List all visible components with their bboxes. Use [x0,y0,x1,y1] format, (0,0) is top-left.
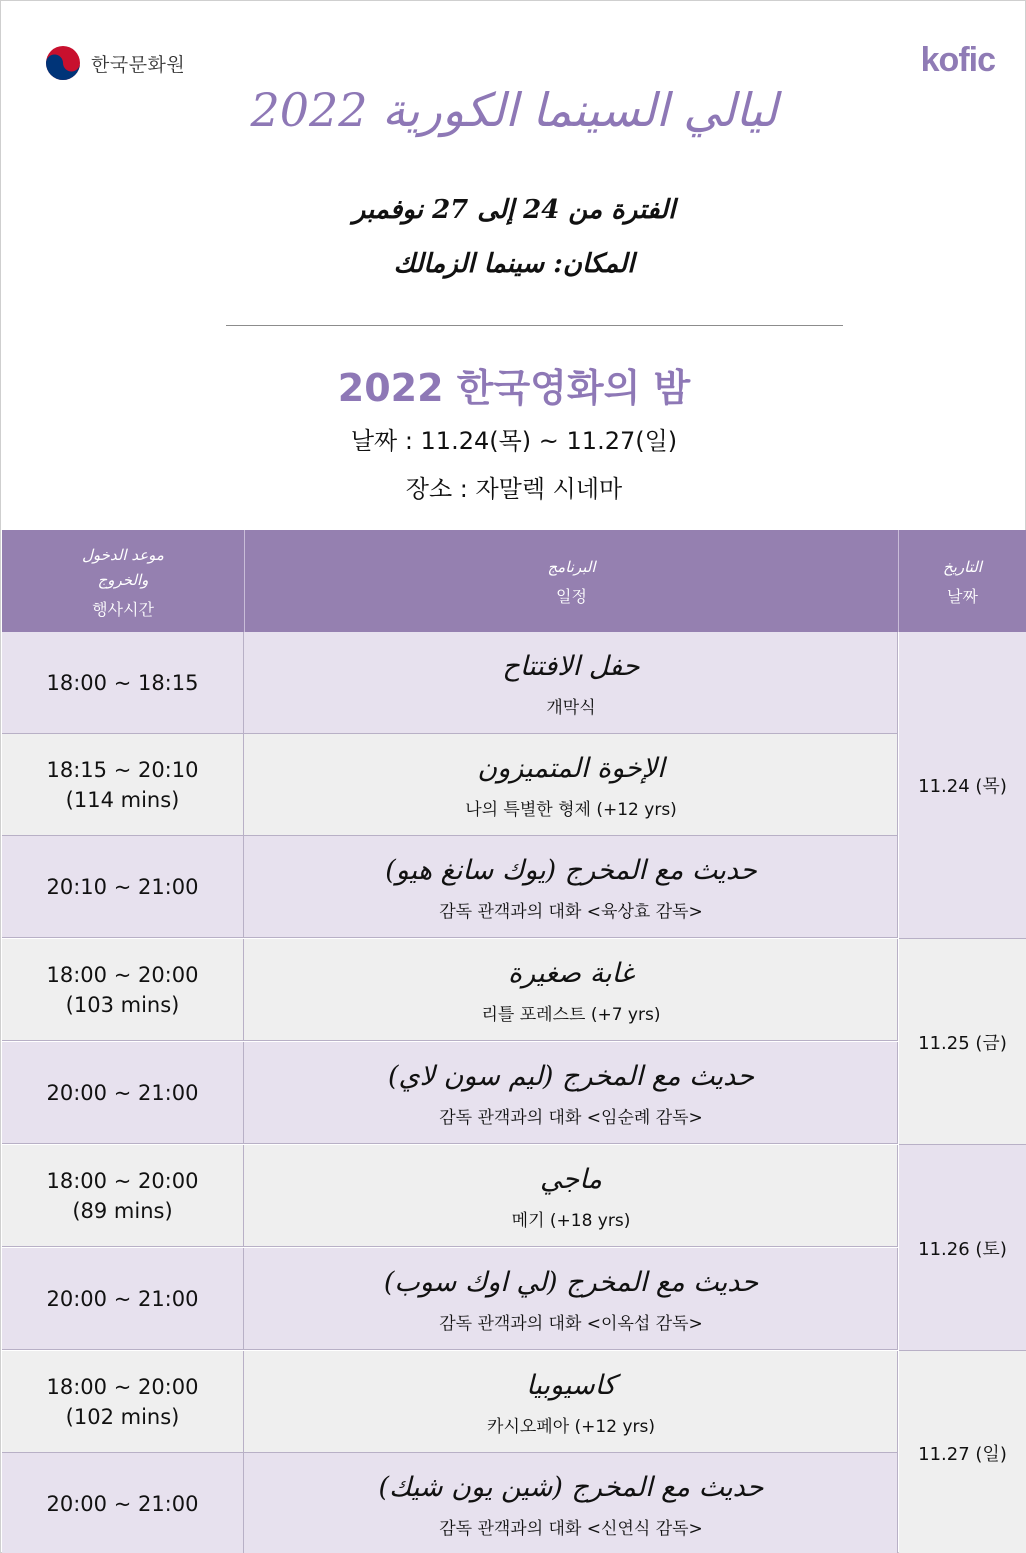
table-row [2,632,898,734]
table-row [2,734,898,836]
kofic-logo: kofic [920,41,995,79]
table-row [2,1248,898,1350]
korean-title: 2022 한국영화의 밤 [337,366,691,410]
header-date-ar: التاريخ [943,558,982,576]
table-row [2,939,898,1041]
program-cell [245,1145,898,1246]
program-title-ar: حديث مع المخرج (شين يون شيك) [378,1472,764,1503]
program-title-ko: 나의 특별한 형제 (+12 yrs) [465,800,677,820]
header-time-ko: 행사시간 [92,599,154,619]
korean-cultural-center-logo [45,45,185,81]
duration: (103 mins) [65,992,180,1017]
arabic-venue: المكان: سينما الزمالك [393,249,635,279]
date-cell: 11.27 (일) [899,1351,1026,1553]
header-date [899,530,1026,632]
program-title-ko: 메기 (+18 yrs) [511,1211,631,1231]
logo-left-text: 한국문화원 [91,53,186,76]
program-cell [245,1453,898,1553]
header-program-ar: البرنامج [547,558,596,576]
time-cell [2,836,244,937]
program-title-ko: 개막식 [546,698,596,718]
time-cell [2,734,244,835]
program-title-ko: 감독 관객과의 대화 <신연식 감독> [439,1519,703,1539]
arabic-period: الفترة من 24 إلى 27 نوفمبر [352,195,676,225]
header-program-ko: 일정 [556,587,587,606]
time-range: 18:00 ~ 18:15 [46,670,199,695]
duration: (102 mins) [65,1404,180,1429]
time-range: 18:00 ~ 20:00 [46,962,199,987]
date-cell: 11.25 (금) [899,939,1026,1145]
arabic-title: ليالي السينما الكورية 2022 [250,83,778,137]
time-range: 20:00 ~ 21:00 [46,1491,199,1516]
time-cell [2,1145,244,1246]
program-title-ar: ماجي [540,1164,602,1195]
duration: (114 mins) [65,787,180,812]
divider [226,325,843,326]
header-time-ar: موعد الدخول والخروج [82,545,164,589]
program-title-ko: 감독 관객과의 대화 <임순례 감독> [439,1108,703,1128]
program-title-ar: حديث مع المخرج (يوك سانغ هيو) [385,855,757,886]
korean-venue: 장소 : 자말렉 시네마 [405,475,623,503]
program-cell [245,1248,898,1349]
table-row [2,1042,898,1144]
program-cell [245,1042,898,1143]
program-title-ko: 감독 관객과의 대화 <육상효 감독> [439,902,703,922]
program-cell [245,1351,898,1452]
date-cell: 11.26 (토) [899,1145,1026,1351]
time-range: 18:00 ~ 20:00 [46,1374,199,1399]
table-header [2,530,1026,632]
program-cell [245,632,898,733]
program-title-ar: حديث مع المخرج (ليم سون لاي) [387,1061,755,1092]
program-title-ar: الإخوة المتميزون [477,753,665,784]
time-range: 18:15 ~ 20:10 [46,757,199,782]
time-cell [2,632,244,733]
time-range: 20:00 ~ 21:00 [46,1286,199,1311]
program-title-ar: غابة صغيرة [507,958,635,989]
time-cell [2,1042,244,1143]
program-title-ko: 감독 관객과의 대화 <이옥섭 감독> [439,1314,703,1334]
time-range: 18:00 ~ 20:00 [46,1168,199,1193]
korean-date: 날짜 : 11.24(목) ~ 11.27(일) [350,427,678,455]
program-title-ar: كاسيوبيا [526,1370,616,1401]
duration: (89 mins) [72,1198,173,1223]
table-row [2,1145,898,1247]
program-title-ar: حديث مع المخرج (لي اوك سوب) [383,1267,759,1298]
table-row [2,836,898,938]
header-time [2,530,244,632]
time-cell [2,1248,244,1349]
table-row [2,1351,898,1453]
header-date-ko: 날짜 [947,587,978,606]
program-cell [245,939,898,1040]
time-range: 20:10 ~ 21:00 [46,874,199,899]
date-cell: 11.24 (목) [899,632,1026,939]
program-cell [245,734,898,835]
program-title-ar: حفل الافتتاح [502,651,640,682]
time-cell [2,1453,244,1553]
table-row [2,1453,898,1553]
program-title-ko: 리틀 포레스트 (+7 yrs) [481,1005,661,1025]
taegeuk-icon [45,45,81,81]
header-program [245,530,898,632]
time-range: 20:00 ~ 21:00 [46,1080,199,1105]
time-cell [2,939,244,1040]
program-title-ko: 카시오페아 (+12 yrs) [487,1417,655,1437]
program-cell [245,836,898,937]
time-cell [2,1351,244,1452]
